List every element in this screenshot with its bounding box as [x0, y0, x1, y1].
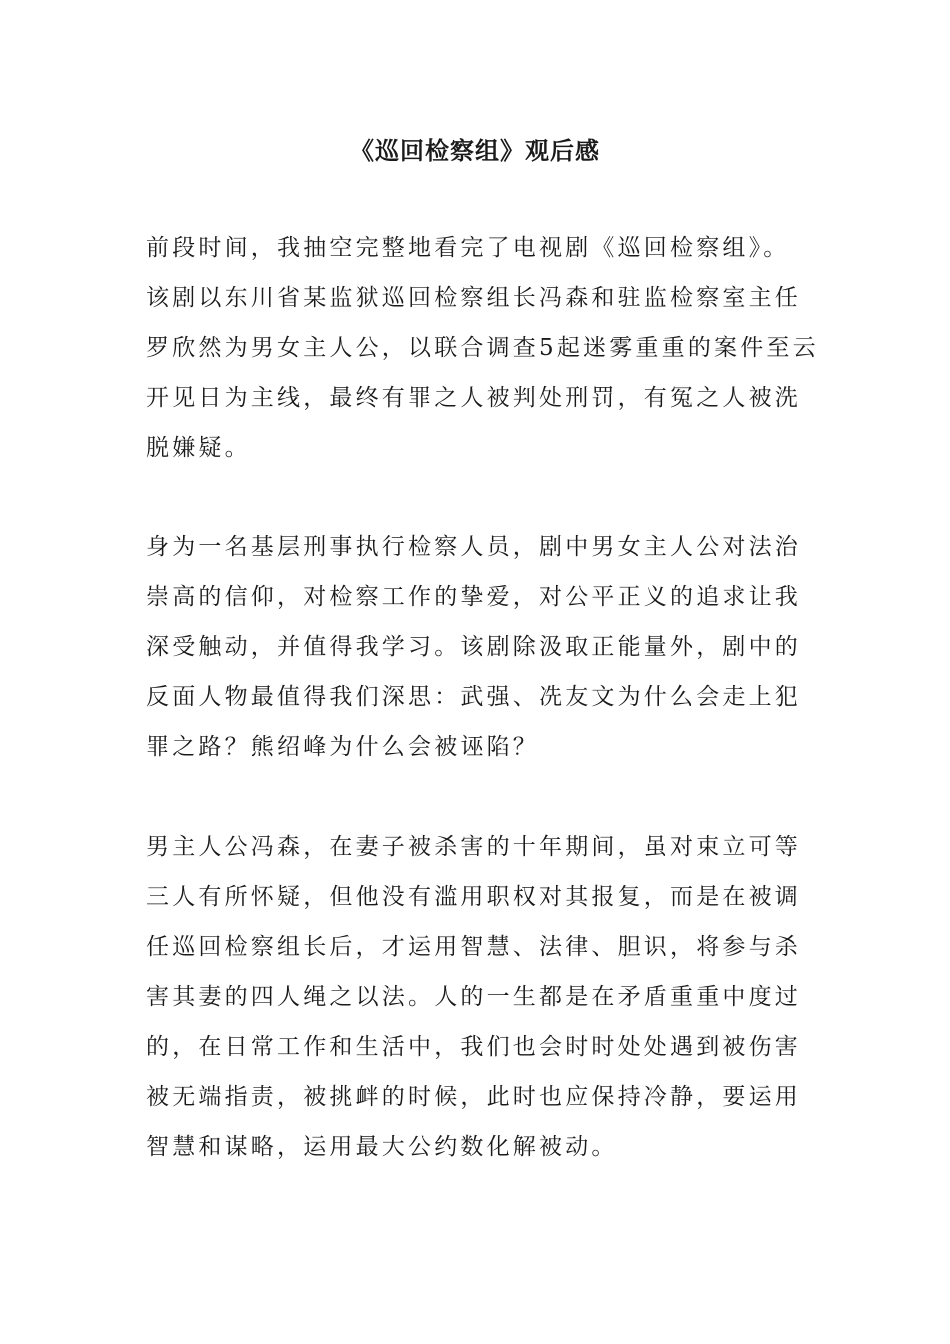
paragraph-line: 男主人公冯森，在妻子被杀害的十年期间，虽对束立可等: [146, 834, 801, 860]
document-title: 《巡回检察组》观后感: [350, 137, 600, 165]
paragraph-line: 智慧和谋略，运用最大公约数化解被动。: [146, 1134, 618, 1160]
paragraph-line: 害其妻的四人绳之以法。人的一生都是在矛盾重重中度过: [146, 984, 801, 1010]
paragraph-line: 该剧以东川省某监狱巡回检察组长冯森和驻监检察室主任: [146, 285, 801, 311]
paragraph-line: 三人有所怀疑，但他没有滥用职权对其报复，而是在被调: [146, 884, 801, 910]
paragraph-line: 反面人物最值得我们深思：武强、冼友文为什么会走上犯: [146, 684, 801, 710]
paragraph-line: 深受触动，并值得我学习。该剧除汲取正能量外，剧中的: [146, 634, 801, 660]
paragraph-line: 被无端指责，被挑衅的时候，此时也应保持冷静，要运用: [146, 1084, 801, 1110]
paragraph-2: [146, 522, 806, 772]
paragraph-line: 的，在日常工作和生活中，我们也会时时处处遇到被伤害: [146, 1034, 801, 1060]
paragraph-1: [146, 223, 819, 473]
paragraph-3: [146, 822, 806, 1172]
paragraph-line: 任巡回检察组长后，才运用智慧、法律、胆识，将参与杀: [146, 934, 801, 960]
paragraph-line: 罪之路？熊绍峰为什么会被诬陷？: [146, 734, 539, 760]
paragraph-line: 开见日为主线，最终有罪之人被判处刑罚，有冤之人被洗: [146, 385, 801, 411]
paragraph-line: 身为一名基层刑事执行检察人员，剧中男女主人公对法治: [146, 534, 801, 560]
paragraph-line: 脱嫌疑。: [146, 435, 251, 461]
paragraph-line: 前段时间，我抽空完整地看完了电视剧《巡回检察组》。: [146, 235, 790, 261]
paragraph-line: 罗欣然为男女主人公，以联合调查5起迷雾重重的案件至云: [146, 335, 819, 361]
paragraph-line: 崇高的信仰，对检察工作的挚爱，对公平正义的追求让我: [146, 584, 801, 610]
